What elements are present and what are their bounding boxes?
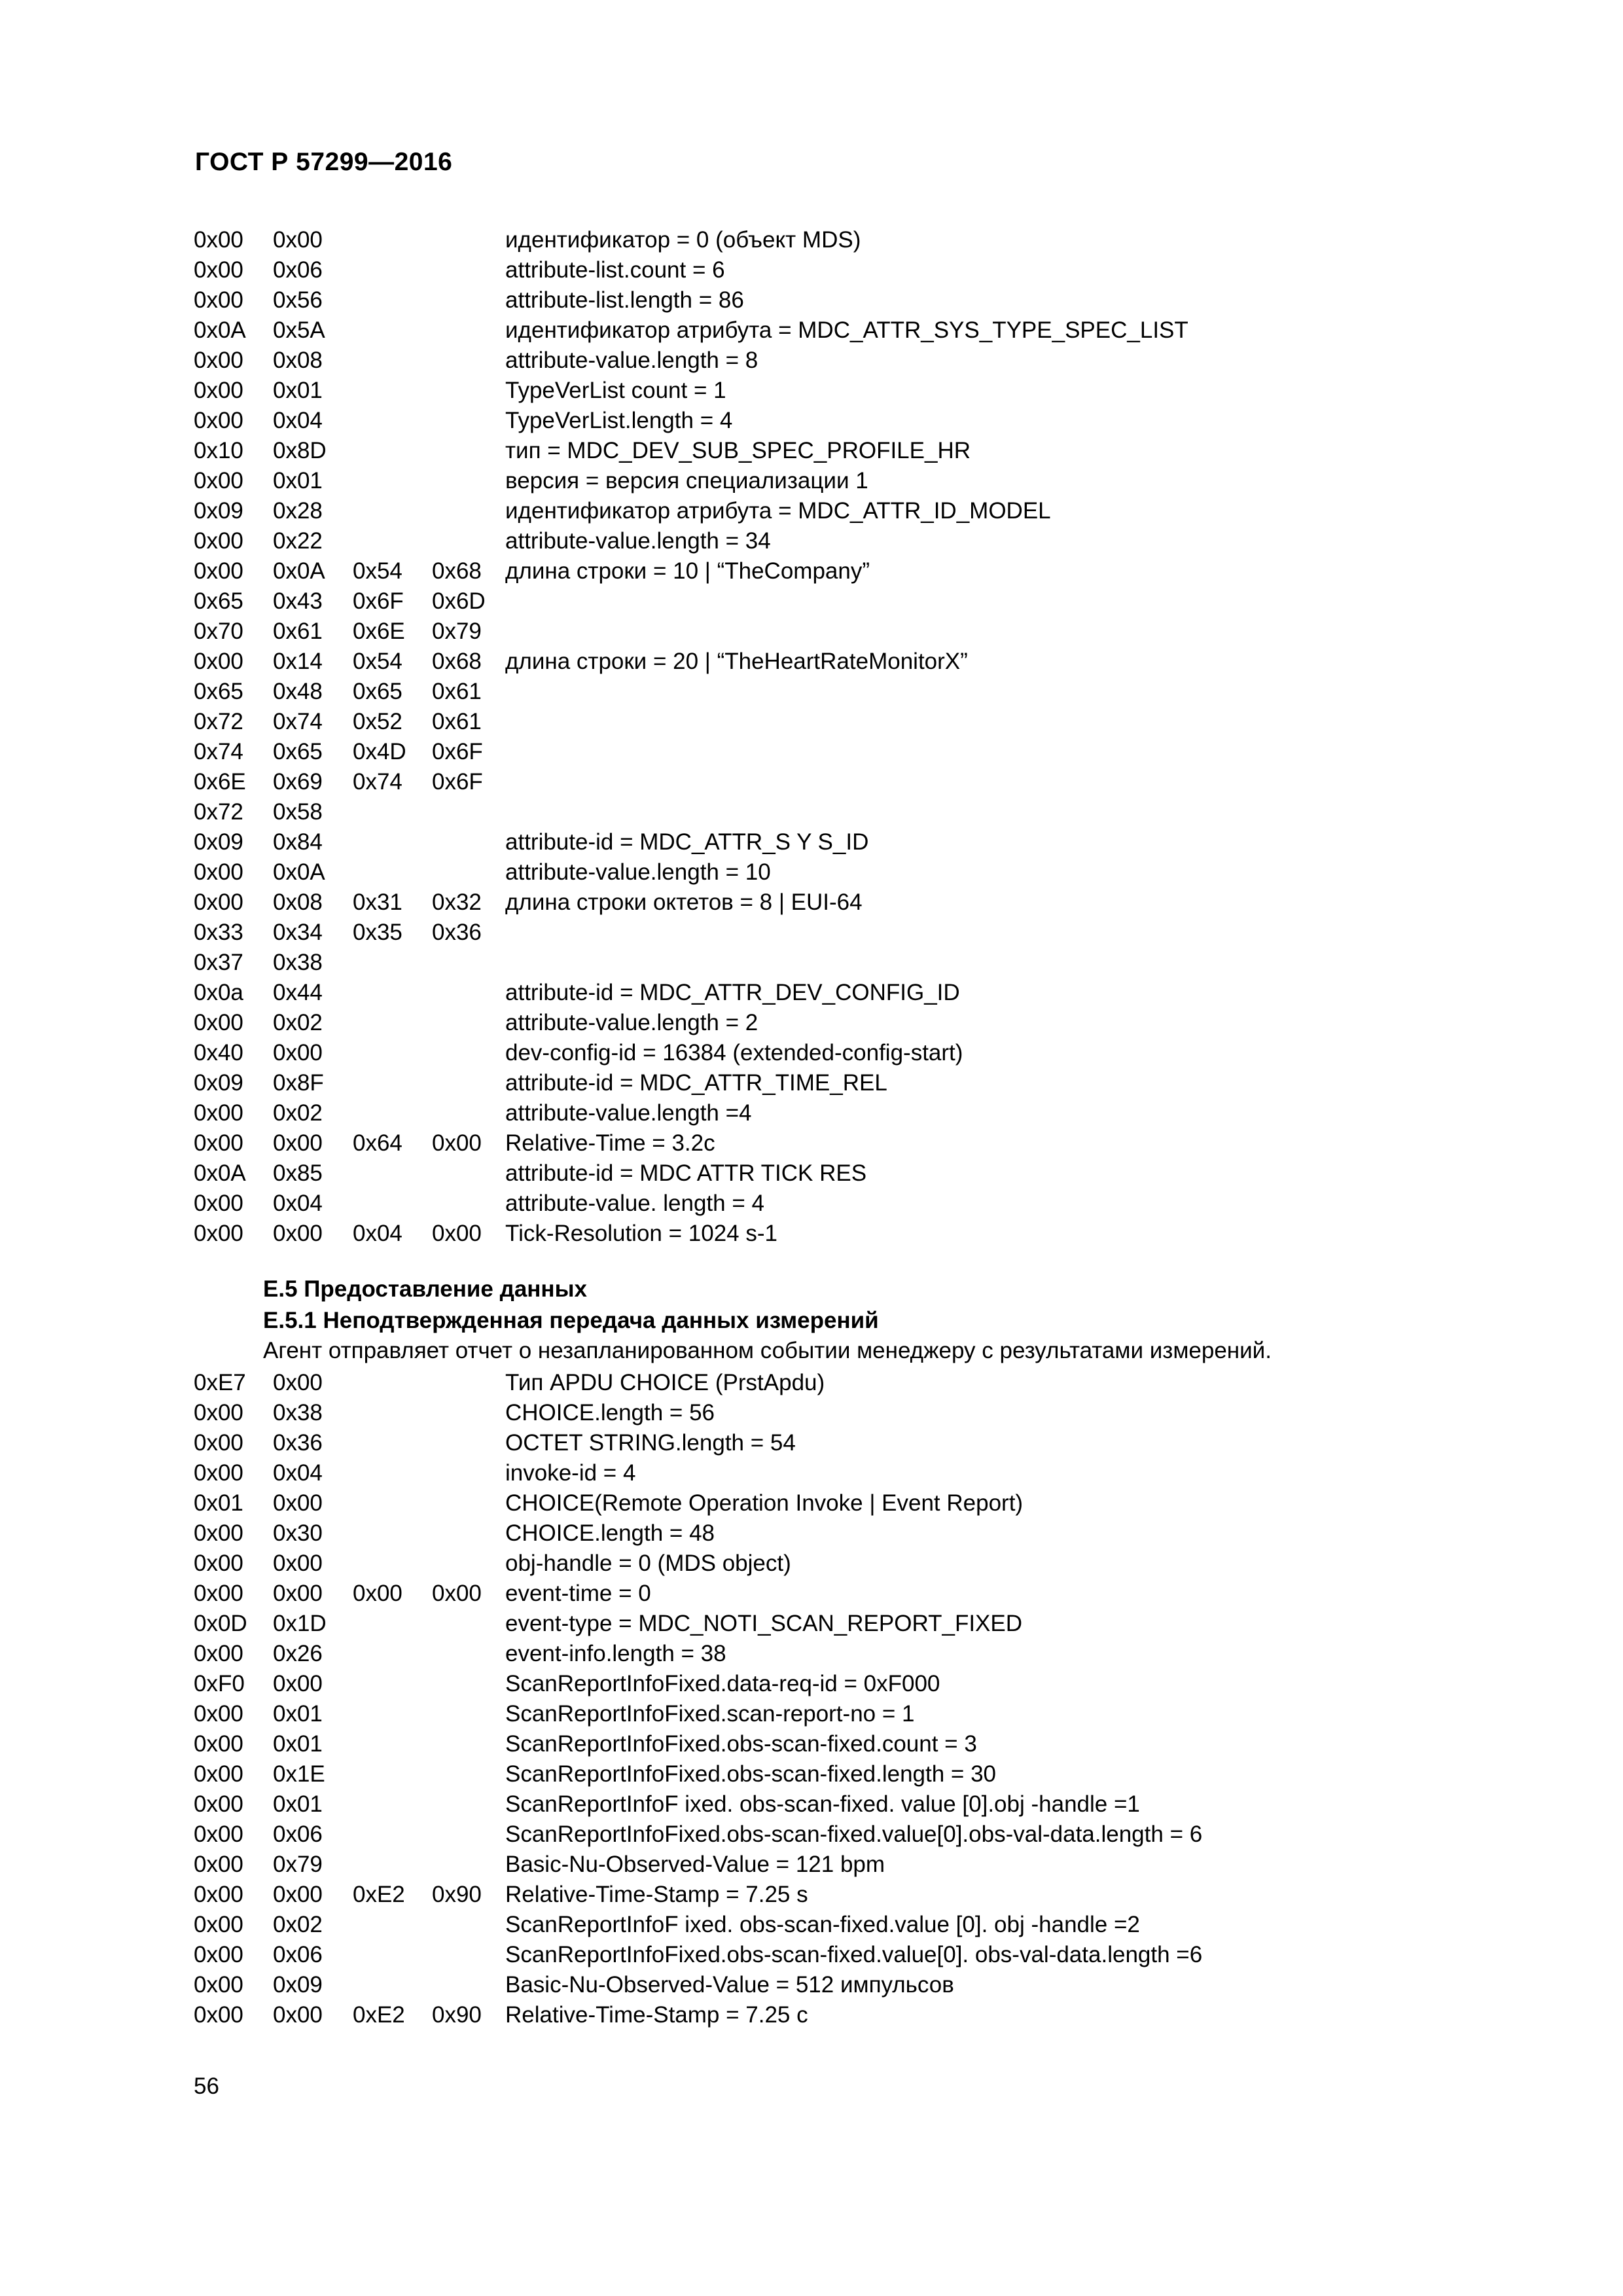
field-description: attribute-value.length = 34 — [505, 528, 771, 554]
hex-byte-cell: 0x0A — [273, 558, 325, 584]
hex-byte-cell: 0x72 — [194, 799, 243, 825]
hex-byte-cell: 0x00 — [432, 1221, 482, 1246]
field-description: длина строки = 20 | “TheHeartRateMonitorX” — [505, 649, 968, 674]
field-description: attribute-value.length = 2 — [505, 1010, 758, 1035]
hex-byte-cell: 0x02 — [273, 1100, 323, 1126]
hex-byte-cell: 0x01 — [273, 1791, 323, 1817]
hex-byte-cell: 0x00 — [273, 1221, 323, 1246]
hex-byte-cell: 0x09 — [194, 498, 243, 524]
hex-byte-cell: 0x40 — [194, 1040, 243, 1066]
field-description: ScanReportInfoFixed.scan-report-no = 1 — [505, 1701, 915, 1727]
hex-byte-cell: 0x08 — [273, 889, 323, 915]
hex-byte-cell: 0x00 — [194, 1191, 243, 1216]
hex-byte-cell: 0x00 — [194, 408, 243, 433]
hex-byte-cell: 0x00 — [194, 1010, 243, 1035]
hex-byte-cell: 0x61 — [432, 709, 482, 734]
hex-byte-cell: 0x65 — [194, 588, 243, 614]
field-description: OCTET STRING.length = 54 — [505, 1430, 796, 1456]
hex-byte-cell: 0x00 — [194, 378, 243, 403]
field-description: attribute-list.count = 6 — [505, 257, 725, 283]
field-description: event-time = 0 — [505, 1581, 651, 1606]
hex-byte-cell: 0x68 — [432, 649, 482, 674]
hex-byte-cell: 0x74 — [194, 739, 243, 764]
hex-byte-cell: 0x01 — [273, 1731, 323, 1757]
hex-byte-cell: 0x06 — [273, 1942, 323, 1967]
hex-byte-cell: 0x26 — [273, 1641, 323, 1666]
field-description: CHOICE.length = 48 — [505, 1520, 715, 1546]
hex-byte-cell: 0x37 — [194, 950, 243, 975]
field-description: attribute-id = MDC_ATTR_S Y S_ID — [505, 829, 869, 855]
hex-byte-cell: 0x00 — [194, 889, 243, 915]
field-description: attribute-list.length = 86 — [505, 287, 744, 313]
hex-byte-cell: 0x0a — [194, 980, 243, 1005]
hex-byte-cell: 0x90 — [432, 2002, 482, 2028]
field-description: ScanReportInfoFixed.obs-scan-fixed.value[0]. obs-val-data.length =6 — [505, 1942, 1203, 1967]
field-description: attribute-value.length =4 — [505, 1100, 752, 1126]
field-description: attribute-id = MDC_ATTR_TIME_REL — [505, 1070, 887, 1096]
hex-byte-cell: 0x10 — [194, 438, 243, 463]
hex-byte-cell: 0x00 — [432, 1130, 482, 1156]
hex-byte-cell: 0x00 — [194, 859, 243, 885]
field-description: dev-config-id = 16384 (extended-config-start) — [505, 1040, 963, 1066]
field-description: obj-handle = 0 (MDS object) — [505, 1551, 791, 1576]
field-description: event-info.length = 38 — [505, 1641, 726, 1666]
hex-byte-cell: 0x00 — [194, 1551, 243, 1576]
hex-byte-cell: 0x00 — [273, 1370, 323, 1395]
hex-byte-cell: 0x00 — [194, 1520, 243, 1546]
field-description: invoke-id = 4 — [505, 1460, 636, 1486]
hex-byte-cell: 0x09 — [273, 1972, 323, 1998]
hex-byte-cell: 0x00 — [194, 257, 243, 283]
field-description: CHOICE(Remote Operation Invoke | Event Report) — [505, 1490, 1024, 1516]
hex-byte-cell: 0x00 — [194, 227, 243, 253]
hex-byte-cell: 0x72 — [194, 709, 243, 734]
hex-byte-cell: 0x01 — [273, 378, 323, 403]
field-description: ScanReportInfoFixed.obs-scan-fixed.count = 3 — [505, 1731, 977, 1757]
field-description: CHOICE.length = 56 — [505, 1400, 715, 1426]
hex-byte-cell: 0x00 — [194, 1852, 243, 1877]
field-description: длина строки = 10 | “TheCompany” — [505, 558, 870, 584]
hex-byte-cell: 0x33 — [194, 920, 243, 945]
hex-byte-cell: 0x00 — [194, 558, 243, 584]
hex-byte-cell: 0x09 — [194, 829, 243, 855]
hex-byte-cell: 0x02 — [273, 1912, 323, 1937]
hex-byte-cell: 0x00 — [194, 1821, 243, 1847]
hex-byte-cell: 0x0D — [194, 1611, 247, 1636]
field-description: attribute-value.length = 10 — [505, 859, 771, 885]
hex-byte-cell: 0x00 — [273, 1882, 323, 1907]
hex-byte-cell: 0x00 — [194, 1430, 243, 1456]
field-description: ScanReportInfoF ixed. obs-scan-fixed.value [0]. obj -handle =2 — [505, 1912, 1140, 1937]
hex-byte-cell: 0x00 — [273, 1040, 323, 1066]
hex-byte-cell: 0x00 — [194, 348, 243, 373]
hex-byte-cell: 0x8D — [273, 438, 327, 463]
hex-byte-cell: 0x00 — [273, 1671, 323, 1696]
field-description: ScanReportInfoF ixed. obs-scan-fixed. value [0].obj -handle =1 — [505, 1791, 1140, 1817]
hex-byte-cell: 0x65 — [353, 679, 402, 704]
field-description: версия = версия специализации 1 — [505, 468, 868, 493]
hex-byte-cell: 0x79 — [432, 619, 482, 644]
hex-byte-cell: 0x00 — [194, 649, 243, 674]
field-description: Relative-Time-Stamp = 7.25 s — [505, 1882, 808, 1907]
hex-byte-cell: 0x65 — [273, 739, 323, 764]
hex-byte-cell: 0x04 — [353, 1221, 402, 1246]
hex-byte-cell: 0x79 — [273, 1852, 323, 1877]
document-standard-title: ГОСТ Р 57299—2016 — [195, 148, 453, 176]
hex-byte-cell: 0x30 — [273, 1520, 323, 1546]
hex-byte-cell: 0x5A — [273, 317, 325, 343]
hex-byte-cell: 0x36 — [432, 920, 482, 945]
field-description: идентификатор = 0 (объект MDS) — [505, 227, 861, 253]
hex-byte-cell: 0x0A — [273, 859, 325, 885]
hex-byte-cell: 0x00 — [194, 1581, 243, 1606]
hex-byte-cell: 0x48 — [273, 679, 323, 704]
hex-byte-cell: 0x1E — [273, 1761, 325, 1787]
hex-byte-cell: 0x06 — [273, 257, 323, 283]
hex-byte-cell: 0x6F — [432, 769, 483, 795]
field-description: Relative-Time = 3.2c — [505, 1130, 715, 1156]
field-description: Basic-Nu-Observed-Value = 121 bpm — [505, 1852, 885, 1877]
hex-byte-cell: 0x00 — [194, 2002, 243, 2028]
hex-byte-cell: 0x61 — [432, 679, 482, 704]
field-description: attribute-id = MDC ATTR TICK RES — [505, 1160, 867, 1186]
hex-byte-cell: 0x00 — [194, 468, 243, 493]
section-heading: E.5 Предоставление данных — [263, 1276, 587, 1302]
hex-byte-cell: 0x4D — [353, 739, 406, 764]
hex-byte-cell: 0x32 — [432, 889, 482, 915]
field-description: event-type = MDC_NOTI_SCAN_REPORT_FIXED — [505, 1611, 1023, 1636]
hex-byte-cell: 0x6E — [194, 769, 246, 795]
hex-byte-cell: 0x74 — [353, 769, 402, 795]
hex-byte-cell: 0x69 — [273, 769, 323, 795]
hex-byte-cell: 0x64 — [353, 1130, 402, 1156]
hex-byte-cell: 0x09 — [194, 1070, 243, 1096]
hex-byte-cell: 0x38 — [273, 950, 323, 975]
hex-byte-cell: 0x00 — [194, 1942, 243, 1967]
hex-byte-cell: 0x00 — [194, 1130, 243, 1156]
hex-byte-cell: 0x00 — [194, 1221, 243, 1246]
field-description: Тип APDU CHOICE (PrstApdu) — [505, 1370, 825, 1395]
hex-byte-cell: 0x14 — [273, 649, 323, 674]
hex-byte-cell: 0x31 — [353, 889, 402, 915]
hex-byte-cell: 0x06 — [273, 1821, 323, 1847]
hex-byte-cell: 0x90 — [432, 1882, 482, 1907]
hex-byte-cell: 0x6D — [432, 588, 486, 614]
hex-byte-cell: 0x04 — [273, 408, 323, 433]
hex-byte-cell: 0x0A — [194, 1160, 246, 1186]
hex-byte-cell: 0x00 — [194, 1641, 243, 1666]
hex-byte-cell: 0x00 — [194, 1882, 243, 1907]
hex-byte-cell: 0x6F — [432, 739, 483, 764]
hex-byte-cell: 0x00 — [194, 1972, 243, 1998]
field-description: TypeVerList.length = 4 — [505, 408, 733, 433]
hex-byte-cell: 0x00 — [194, 1701, 243, 1727]
field-description: Relative-Time-Stamp = 7.25 c — [505, 2002, 808, 2028]
hex-byte-cell: 0x8F — [273, 1070, 324, 1096]
hex-byte-cell: 0x00 — [273, 1130, 323, 1156]
hex-byte-cell: 0x52 — [353, 709, 402, 734]
hex-byte-cell: 0x6F — [353, 588, 404, 614]
hex-byte-cell: 0x68 — [432, 558, 482, 584]
hex-byte-cell: 0x74 — [273, 709, 323, 734]
hex-byte-cell: 0x00 — [194, 1731, 243, 1757]
hex-byte-cell: 0x1D — [273, 1611, 327, 1636]
hex-byte-cell: 0x01 — [273, 468, 323, 493]
hex-byte-cell: 0x00 — [273, 1581, 323, 1606]
field-description: Tick-Resolution = 1024 s-1 — [505, 1221, 777, 1246]
hex-byte-cell: 0x44 — [273, 980, 323, 1005]
hex-byte-cell: 0x0A — [194, 317, 246, 343]
hex-byte-cell: 0x36 — [273, 1430, 323, 1456]
section-intro-text: Агент отправляет отчет о незапланированном событии менеджеру с результатами измерений. — [263, 1338, 1272, 1363]
field-description: attribute-value. length = 4 — [505, 1191, 764, 1216]
hex-byte-cell: 0x34 — [273, 920, 323, 945]
hex-byte-cell: 0x38 — [273, 1400, 323, 1426]
hex-byte-cell: 0x00 — [194, 1791, 243, 1817]
hex-byte-cell: 0x00 — [273, 227, 323, 253]
hex-byte-cell: 0x00 — [194, 1761, 243, 1787]
field-description: ScanReportInfoFixed.obs-scan-fixed.value[0].obs-val-data.length = 6 — [505, 1821, 1203, 1847]
hex-byte-cell: 0x00 — [432, 1581, 482, 1606]
hex-byte-cell: 0xE2 — [353, 2002, 405, 2028]
hex-byte-cell: 0x00 — [194, 1400, 243, 1426]
hex-byte-cell: 0x01 — [273, 1701, 323, 1727]
field-description: TypeVerList count = 1 — [505, 378, 726, 403]
hex-byte-cell: 0x28 — [273, 498, 323, 524]
field-description: attribute-id = MDC_ATTR_DEV_CONFIG_ID — [505, 980, 960, 1005]
hex-byte-cell: 0x04 — [273, 1460, 323, 1486]
field-description: тип = MDC_DEV_SUB_SPEC_PROFILE_HR — [505, 438, 971, 463]
hex-byte-cell: 0x65 — [194, 679, 243, 704]
hex-byte-cell: 0x61 — [273, 619, 323, 644]
hex-byte-cell: 0x00 — [194, 287, 243, 313]
hex-byte-cell: 0x6E — [353, 619, 405, 644]
field-description: ScanReportInfoFixed.data-req-id = 0xF000 — [505, 1671, 940, 1696]
field-description: длина строки октетов = 8 | EUI-64 — [505, 889, 863, 915]
hex-byte-cell: 0x35 — [353, 920, 402, 945]
hex-byte-cell: 0x02 — [273, 1010, 323, 1035]
hex-byte-cell: 0x00 — [353, 1581, 402, 1606]
hex-byte-cell: 0x54 — [353, 558, 402, 584]
field-description: ScanReportInfoFixed.obs-scan-fixed.length = 30 — [505, 1761, 997, 1787]
subsection-heading: E.5.1 Неподтвержденная передача данных измерений — [263, 1308, 879, 1333]
hex-byte-cell: 0x00 — [273, 2002, 323, 2028]
hex-byte-cell: 0x85 — [273, 1160, 323, 1186]
field-description: attribute-value.length = 8 — [505, 348, 758, 373]
field-description: идентификатор атрибута = MDC_ATTR_ID_MODEL — [505, 498, 1051, 524]
hex-byte-cell: 0x84 — [273, 829, 323, 855]
field-description: идентификатор атрибута = MDC_ATTR_SYS_TYPE_SPEC_LIST — [505, 317, 1188, 343]
hex-byte-cell: 0x04 — [273, 1191, 323, 1216]
hex-byte-cell: 0xE7 — [194, 1370, 246, 1395]
hex-byte-cell: 0x43 — [273, 588, 323, 614]
hex-byte-cell: 0x58 — [273, 799, 323, 825]
hex-byte-cell: 0x00 — [273, 1551, 323, 1576]
page-number: 56 — [194, 2073, 219, 2099]
hex-byte-cell: 0x01 — [194, 1490, 243, 1516]
hex-byte-cell: 0xE2 — [353, 1882, 405, 1907]
hex-byte-cell: 0x00 — [273, 1490, 323, 1516]
hex-byte-cell: 0x00 — [194, 1100, 243, 1126]
hex-byte-cell: 0x00 — [194, 1460, 243, 1486]
hex-byte-cell: 0x08 — [273, 348, 323, 373]
hex-byte-cell: 0x00 — [194, 528, 243, 554]
field-description: Basic-Nu-Observed-Value = 512 импульсов — [505, 1972, 954, 1998]
hex-byte-cell: 0x56 — [273, 287, 323, 313]
hex-byte-cell: 0x00 — [194, 1912, 243, 1937]
hex-byte-cell: 0x54 — [353, 649, 402, 674]
hex-byte-cell: 0x70 — [194, 619, 243, 644]
hex-byte-cell: 0xF0 — [194, 1671, 245, 1696]
hex-byte-cell: 0x22 — [273, 528, 323, 554]
